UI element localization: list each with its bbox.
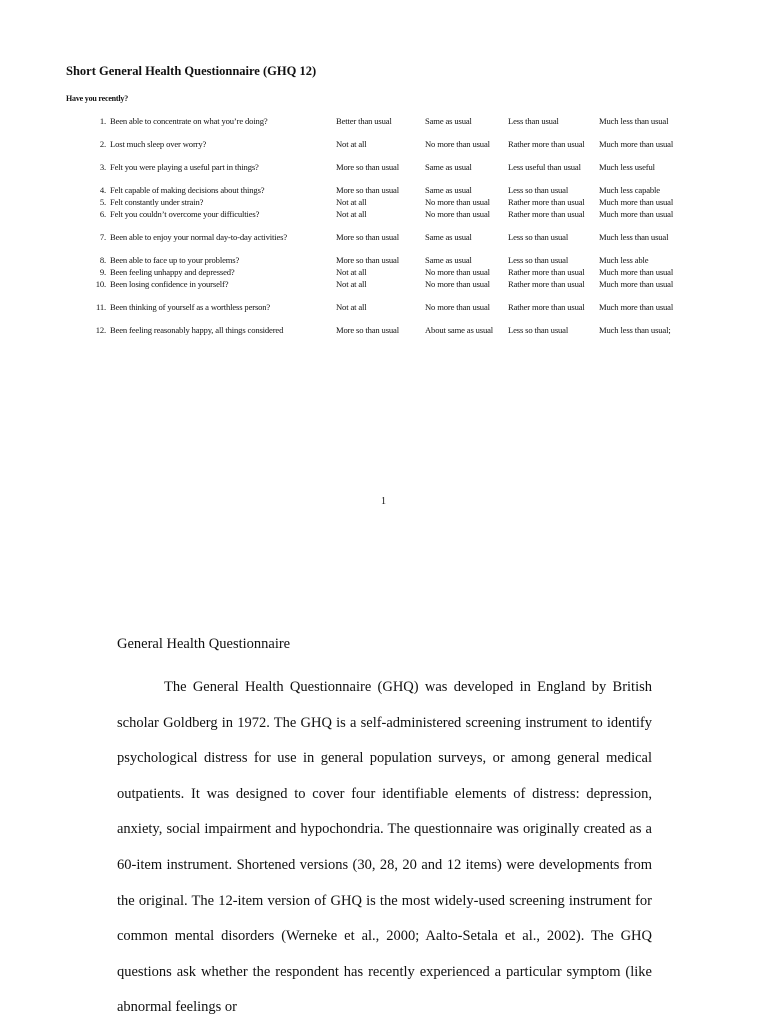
item-number: 1. <box>99 116 106 126</box>
item-number: 7. <box>99 232 106 242</box>
answer-option-2: Same as usual <box>425 232 472 242</box>
table-row <box>88 185 674 197</box>
item-number: 2. <box>99 139 106 149</box>
answer-option-3: Rather more than usual <box>508 209 585 219</box>
item-number: 10. <box>95 279 106 289</box>
answer-option-1: Not at all <box>336 302 367 312</box>
answer-option-2: Same as usual <box>425 185 472 195</box>
item-number: 8. <box>99 255 106 265</box>
answer-option-3: Rather more than usual <box>508 267 585 277</box>
answer-option-2: Same as usual <box>425 116 472 126</box>
answer-option-1: More so than usual <box>336 185 399 195</box>
answer-option-3: Rather more than usual <box>508 197 585 207</box>
table-row <box>88 139 674 162</box>
questionnaire-table <box>88 116 674 348</box>
item-number: 11. <box>96 302 106 312</box>
answer-option-4: Much less than usual <box>599 116 669 126</box>
answer-option-4: Much more than usual <box>599 279 674 289</box>
answer-option-2: No more than usual <box>425 197 490 207</box>
item-question: Been feeling unhappy and depressed? <box>110 267 235 277</box>
item-question: Felt capable of making decisions about things? <box>110 185 265 195</box>
answer-option-1: Not at all <box>336 279 367 289</box>
answer-option-1: Not at all <box>336 209 367 219</box>
table-row <box>88 232 674 255</box>
item-number: 6. <box>99 209 106 219</box>
table-row <box>88 197 674 209</box>
question-prompt: Have you recently? <box>66 94 129 103</box>
item-question: Felt constantly under strain? <box>110 197 204 207</box>
answer-option-4: Much more than usual <box>599 209 674 219</box>
answer-option-4: Much less capable <box>599 185 660 195</box>
answer-option-4: Much more than usual <box>599 139 674 149</box>
answer-option-2: Same as usual <box>425 255 472 265</box>
answer-option-4: Much less useful <box>599 162 655 172</box>
item-question: Lost much sleep over worry? <box>110 139 207 149</box>
answer-option-1: More so than usual <box>336 232 399 242</box>
answer-option-3: Less than usual <box>508 116 559 126</box>
answer-option-1: More so than usual <box>336 325 399 335</box>
answer-option-2: About same as usual <box>425 325 494 335</box>
table-row <box>88 302 674 325</box>
answer-option-4: Much less than usual <box>599 232 669 242</box>
answer-option-1: Not at all <box>336 139 367 149</box>
answer-option-2: No more than usual <box>425 209 490 219</box>
answer-option-2: Same as usual <box>425 162 472 172</box>
body-paragraph: The General Health Questionnaire (GHQ) was developed in England by British scholar Goldberg in 1972. The GHQ is a self-administered screening instrument to identify psychological distress for use in general population surveys, or among general medical outpatients. It was designed to cover four identifiable elements of distress: depression, anxiety, social impairment and hypochondria. The questionnaire was originally created as a 60-item instrument. Shortened versions (30, 28, 20 and 12 items) were developments from the original. The 12-item version of GHQ is the most widely-used screening instrument for common mental disorders (Werneke et al., 2000; Aalto-Setala et al., 2002). The GHQ questions ask whether the respondent has recently experienced a particular symptom (like abnormal feelings or <box>117 679 652 1016</box>
answer-option-4: Much more than usual <box>599 197 674 207</box>
answer-option-3: Rather more than usual <box>508 302 585 312</box>
answer-option-1: More so than usual <box>336 255 399 265</box>
answer-option-3: Less useful than usual <box>508 162 581 172</box>
answer-option-3: Less so than usual <box>508 185 569 195</box>
table-row <box>88 267 674 279</box>
answer-option-1: More so than usual <box>336 162 399 172</box>
item-number: 9. <box>99 267 106 277</box>
item-question: Felt you were playing a useful part in things? <box>110 162 259 172</box>
answer-option-3: Less so than usual <box>508 255 569 265</box>
answer-option-3: Less so than usual <box>508 232 569 242</box>
answer-option-2: No more than usual <box>425 139 490 149</box>
table-row <box>88 209 674 232</box>
table-row <box>88 255 674 267</box>
item-number: 3. <box>99 162 106 172</box>
answer-option-4: Much less than usual; <box>599 325 671 335</box>
table-row <box>88 325 674 348</box>
item-question: Been feeling reasonably happy, all things considered <box>110 325 284 335</box>
item-number: 5. <box>99 197 106 207</box>
answer-option-2: No more than usual <box>425 279 490 289</box>
item-question: Been able to concentrate on what you’re doing? <box>110 116 268 126</box>
item-number: 12. <box>95 325 106 335</box>
item-question: Been able to enjoy your normal day-to-day activities? <box>110 232 287 242</box>
page-number: 1 <box>381 496 386 507</box>
page-title: Short General Health Questionnaire (GHQ 12) <box>66 64 317 78</box>
item-number: 4. <box>99 185 106 195</box>
answer-option-3: Rather more than usual <box>508 139 585 149</box>
answer-option-1: Not at all <box>336 197 367 207</box>
table-row <box>88 279 674 302</box>
description-page <box>0 600 768 1024</box>
answer-option-3: Rather more than usual <box>508 279 585 289</box>
table-row <box>88 116 674 139</box>
answer-option-1: Better than usual <box>336 116 392 126</box>
item-question: Felt you couldn’t overcome your difficulties? <box>110 209 260 219</box>
answer-option-4: Much more than usual <box>599 302 674 312</box>
table-row <box>88 162 674 185</box>
answer-option-2: No more than usual <box>425 302 490 312</box>
item-question: Been thinking of yourself as a worthless person? <box>110 302 271 312</box>
answer-option-3: Less so than usual <box>508 325 569 335</box>
answer-option-1: Not at all <box>336 267 367 277</box>
section-heading: General Health Questionnaire <box>117 636 291 652</box>
answer-option-2: No more than usual <box>425 267 490 277</box>
item-question: Been losing confidence in yourself? <box>110 279 229 289</box>
answer-option-4: Much less able <box>599 255 649 265</box>
answer-option-4: Much more than usual <box>599 267 674 277</box>
item-question: Been able to face up to your problems? <box>110 255 240 265</box>
